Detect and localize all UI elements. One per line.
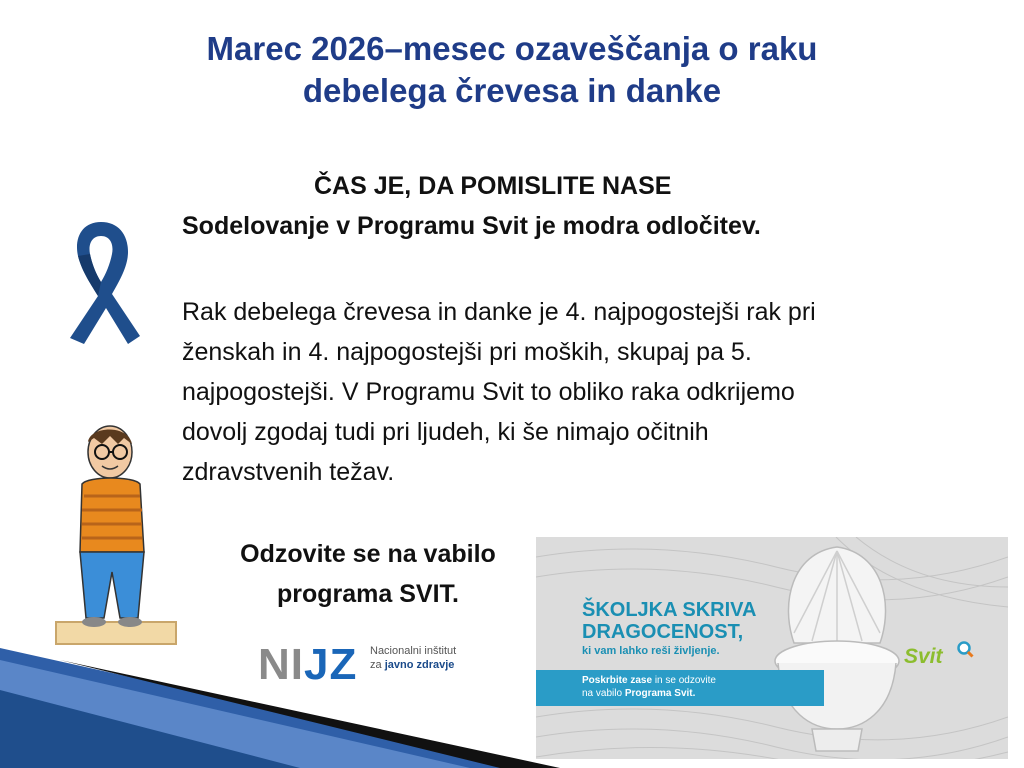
body-line: najpogostejši. V Programu Svit to obliko raka odkrijemo	[182, 378, 795, 406]
toilet-shell-illustration	[772, 543, 902, 755]
nijz-logo-mark	[258, 640, 357, 690]
cta-line-1: Odzovite se na vabilo	[240, 540, 496, 568]
banner-subline: ki vam lahko reši življenje.	[582, 645, 720, 657]
call-to-action	[188, 534, 548, 614]
strip-line-1-rest: in se odzovite	[652, 675, 716, 686]
title-line-1: Marec 2026–mesec ozaveščanja o raku	[206, 30, 818, 67]
strip-line-2	[582, 687, 716, 700]
body-paragraph	[182, 292, 982, 492]
title-line-2: debelega črevesa in danke	[302, 72, 722, 109]
logo-mark-ni: NI	[258, 640, 304, 689]
page-title	[0, 28, 1024, 112]
strip-line-1-bold: Poskrbite zase	[582, 675, 653, 686]
banner-headline-1: ŠKOLJKA SKRIVA	[582, 599, 757, 621]
banner-cta-strip	[536, 670, 824, 706]
body-line: ženskah in 4. najpogostejši pri moških, skupaj pa 5.	[182, 338, 752, 366]
nijz-logo-text	[370, 644, 456, 672]
body-line: dovolj zgodaj tudi pri ljudeh, ki še nimajo očitnih	[182, 418, 709, 446]
body-line: zdravstvenih težav.	[182, 458, 395, 486]
magnifier-icon	[956, 640, 974, 658]
body-line: Rak debelega črevesa in danke je 4. najpogostejši rak pri	[182, 298, 816, 326]
awareness-ribbon-icon	[62, 216, 140, 348]
logo-mark-jz: JZ	[304, 640, 358, 689]
heading-participation: Sodelovanje v Programu Svit je modra odločitev.	[182, 212, 761, 240]
strip-line-1	[582, 674, 716, 687]
banner-strip-text	[582, 674, 716, 700]
strip-line-2-prefix: na vabilo	[582, 688, 625, 699]
logo-text-line-2	[370, 658, 456, 672]
cartoon-man-illustration	[52, 422, 180, 648]
strip-line-2-bold: Programa Svit.	[624, 688, 696, 699]
cta-line-2: programa SVIT.	[277, 580, 459, 608]
logo-text-prefix: za	[370, 659, 385, 671]
banner-headline-2: DRAGOCENOST,	[582, 621, 744, 643]
svit-brand-logo: Svit	[904, 645, 943, 668]
logo-text-line-1: Nacionalni inštitut	[370, 645, 457, 657]
svit-campaign-banner	[536, 537, 1008, 759]
nijz-logo	[258, 634, 488, 704]
logo-text-bold: javno zdravje	[384, 659, 455, 671]
heading-time-to-think: ČAS JE, DA POMISLITE NASE	[314, 172, 672, 200]
